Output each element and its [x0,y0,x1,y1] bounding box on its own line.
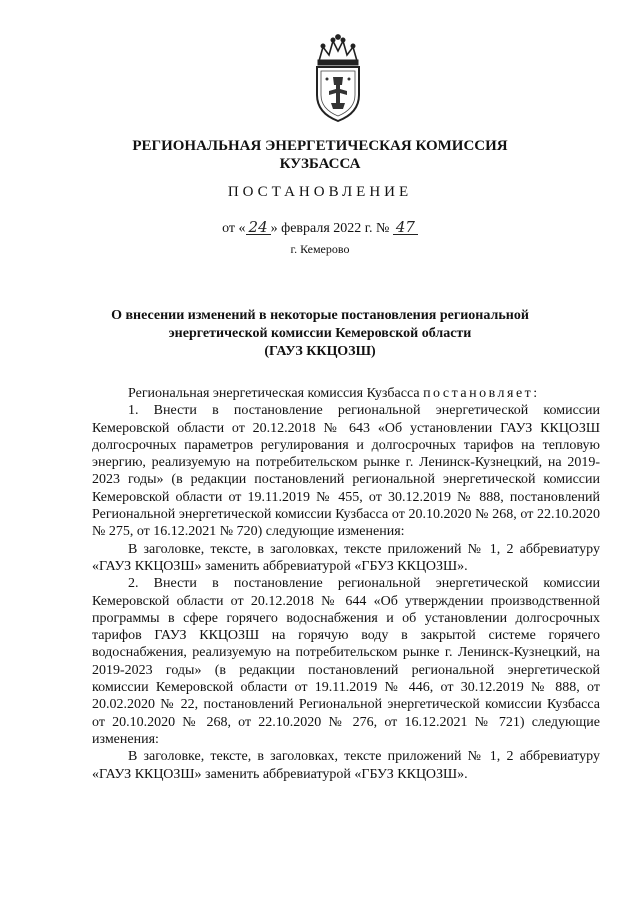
paragraph-2: 2. Внести в постановление региональной энергетической комиссии Кемеровской области от 20.12.2018 № 644 «Об утверждении производственной программы в сфере горячего водоснабжения и об установлении долгосрочных тарифов ГАУЗ ККЦОЗШ на горячую воду в закрытой системе горячего водоснабжения, реализуемую на потребительском рынке г. Ленинск-Кузнецкий, на 2019-2023 годы» (в редакции постановлений региональной энергетической комиссии Кемеровской области от 19.11.2019 № 446, от 30.12.2019 № 888, от 20.02.2020 № 22, постановлений Региональной энергетической комиссии Кузбасса от 20.10.2020 № 268, от 22.10.2020 № 276, от 16.12.2021 № 721) следующие изменения: [92,576,600,747]
paragraph-1-change: В заголовке, тексте, в заголовках, тексте приложений № 1, 2 аббревиатуру «ГАУЗ ККЦОЗШ» заменить аббревиатурой «ГБУЗ ККЦОЗШ». [92,541,600,574]
subject-line3: (ГАУЗ ККЦОЗШ) [264,344,376,359]
intro-text: Региональная энергетическая комиссия Кузбасса [128,386,424,401]
handwritten-number: 47 [393,220,418,235]
document-body [92,385,600,783]
organization-name-line1: РЕГИОНАЛЬНАЯ ЭНЕРГЕТИЧЕСКАЯ КОМИССИЯ [132,138,508,154]
paragraph-2-change: В заголовке, тексте, в заголовках, тексте приложений № 1, 2 аббревиатуру «ГАУЗ ККЦОЗШ» заменить аббревиатурой «ГБУЗ ККЦОЗШ». [92,749,600,782]
handwritten-day: 24 [246,220,271,235]
city: г. Кемерово [290,242,350,256]
date-line [0,220,640,237]
subject-line2: энергетической комиссии Кемеровской области [168,326,472,341]
organization-name-line2: КУЗБАССА [279,156,361,172]
document-type: ПОСТАНОВЛЕНИЕ [227,184,413,200]
date-prefix: от « [222,221,246,236]
intro-paragraph [92,385,600,402]
paragraph-1: 1. Внести в постановление региональной энергетической комиссии Кемеровской области от 20.12.2018 № 643 «Об установлении ГАУЗ ККЦОЗШ долгосрочных параметров регулирования и долгосрочных тарифов на тепловую энергию, реализуемую на потребительском рынке г. Ленинск-Кузнецкий, на 2019-2023 годы» (в редакции постановлений региональной энергетической комиссии Кемеровской области от 19.11.2019 № 455, от 30.12.2019 № 888, постановлений Региональной энергетической комиссии Кузбасса от 20.10.2020 № 268, от 22.10.2020 № 275, от 16.12.2021 № 720) следующие изменения: [92,403,600,540]
coat-of-arms-emblem [309,33,367,125]
date-middle: » февраля 2022 г. № [270,221,390,236]
subject-line1: О внесении изменений в некоторые постановления региональной [111,308,529,323]
intro-verb: постановляет: [423,386,540,401]
